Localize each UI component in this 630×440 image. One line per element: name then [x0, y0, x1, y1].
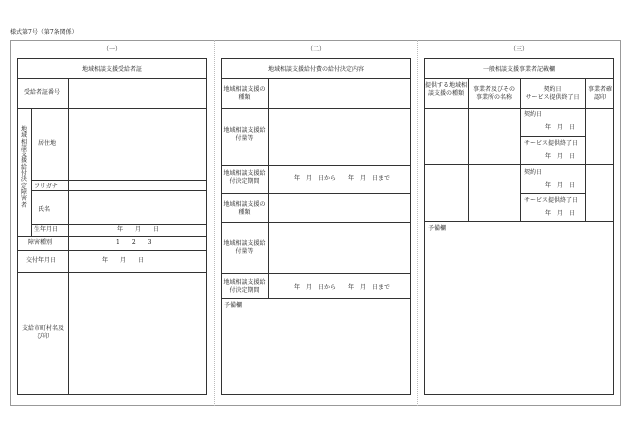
row-divider [221, 273, 411, 274]
disability-type-value: 1 2 3 [116, 239, 152, 246]
contract-date-label: 契約日 [524, 111, 543, 118]
decision-period-value: 年 月 日から 年 月 日まで [294, 284, 391, 291]
decision-title: 地域相談支援給付費の給付決定内容 [267, 66, 364, 73]
row-divider [31, 180, 207, 181]
row-divider [17, 236, 207, 237]
provider-name-header-1: 事業者及びその [472, 86, 515, 93]
decision-period-label: 地域相談支援給付決定期間 [223, 279, 266, 295]
notes-label: 予備欄 [224, 302, 243, 309]
municipality-label: 支給市町村名及び印 [21, 325, 64, 341]
col-divider [68, 78, 69, 108]
decision-period-value: 年 月 日から 年 月 日まで [294, 175, 391, 182]
end-date-value: 年 月 日 [545, 153, 576, 160]
row-divider [221, 298, 411, 299]
panel3-number: （三） [509, 46, 528, 53]
row-divider [520, 193, 585, 194]
row-divider [221, 193, 411, 194]
contract-date-header: 契約日 [543, 86, 562, 93]
col-divider [68, 108, 69, 236]
panel1-number: （一） [102, 46, 121, 53]
row-divider [31, 190, 207, 191]
provider-name-header-2: 事業所の名称 [475, 94, 512, 101]
row-divider [221, 108, 411, 109]
row-divider [424, 164, 614, 165]
service-type-label: 地域相談支援の種類 [223, 201, 266, 217]
benefit-amount-label: 地域相談支援給付量等 [223, 127, 266, 143]
col-divider [68, 272, 69, 395]
furigana-label: フリガナ [34, 183, 58, 190]
contract-date-value: 年 月 日 [545, 182, 576, 189]
provider-title: 一般相談支援事業者記載欄 [482, 66, 555, 73]
provider-seal-header: 事業者確認印 [587, 86, 612, 102]
issue-date-label: 交付年月日 [26, 257, 57, 264]
fold-line [214, 40, 215, 406]
row-divider [31, 224, 207, 225]
address-label: 居住地 [38, 140, 57, 147]
row-divider [221, 78, 411, 79]
contract-date-label: 契約日 [524, 169, 543, 176]
disability-type-label: 障害種別 [28, 239, 53, 246]
form-number-label: 様式第7号（第7条関係） [10, 29, 78, 36]
row-divider [424, 108, 614, 109]
row-divider [17, 250, 207, 251]
end-date-label: サービス提供終了日 [524, 140, 579, 147]
end-date-label: サービス提供終了日 [524, 197, 579, 204]
fold-line [417, 40, 418, 406]
issue-date-value: 年 月 日 [102, 257, 145, 264]
col-divider [68, 250, 69, 272]
end-date-header: サービス提供終了日 [525, 94, 580, 101]
row-divider [17, 108, 207, 109]
col-divider [31, 108, 32, 236]
row-divider [424, 221, 614, 222]
end-date-value: 年 月 日 [545, 210, 576, 217]
col-divider [68, 236, 69, 250]
contract-date-value: 年 月 日 [545, 124, 576, 131]
service-type-label: 地域相談支援の種類 [223, 86, 266, 102]
decision-period-label: 地域相談支援給付決定期間 [223, 170, 266, 186]
panel2-number: （二） [306, 46, 325, 53]
row-divider [17, 78, 207, 79]
benefit-amount-label: 地域相談支援給付量等 [223, 240, 266, 256]
col-divider [268, 78, 269, 298]
certificate-title: 地域相談支援受給者証 [81, 66, 142, 73]
row-divider [520, 136, 585, 137]
birthdate-label: 生年月日 [34, 226, 59, 233]
row-divider [221, 222, 411, 223]
name-label: 氏名 [38, 206, 51, 213]
row-divider [17, 272, 207, 273]
service-type-header: 提供する地域相談支援の種類 [424, 82, 467, 98]
beneficiary-side-label: 地域相談支援給付決定障害者 [21, 126, 28, 209]
birthdate-value: 年 月 日 [117, 226, 160, 233]
row-divider [221, 165, 411, 166]
recipient-number-label: 受給者証番号 [24, 89, 61, 96]
notes-label: 予備欄 [428, 225, 447, 232]
